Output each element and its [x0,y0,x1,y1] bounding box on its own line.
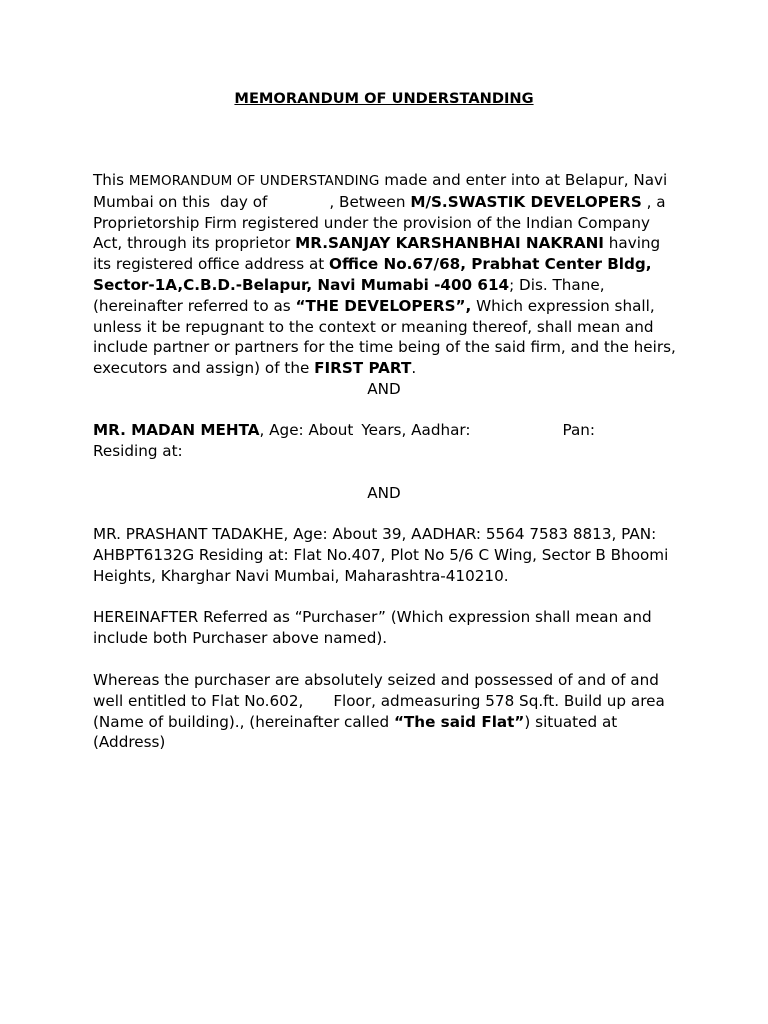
and-separator-2: AND [367,484,401,502]
text-run: Years, Aadhar: [361,421,471,439]
paragraph-whereas [93,670,683,753]
and-separator-1: AND [367,380,401,398]
text-run: having its registered office address at [93,234,661,274]
said-flat-term: “The said Flat” [393,712,525,731]
text-run: This [93,171,129,189]
text-run: ) situated at (Address) [93,712,618,752]
first-part: FIRST PART [314,359,412,378]
party-name: MR. MADAN MEHTA [93,421,260,439]
office-address: Office No.67/68, Prabhat Center Bldg, Sector-1A,C.B.D.-Belapur, Navi Mumabi -400 614 [93,255,652,294]
text-run: ; Dis. Thane, (hereinafter referred to as [93,275,605,315]
developers-term: “THE DEVELOPERS”, [295,296,472,315]
paragraph-developers [93,170,683,379]
text-run: made and enter into at Belapur, Navi Mumbai on this [93,171,668,211]
text-run: , Between [329,192,411,211]
paragraph-madan-mehta [93,420,683,462]
proprietor-name: MR.SANJAY KARSHANBHAI NAKRANI [295,234,604,253]
text-run: day of [219,192,268,211]
text-run: Which expression shall, unless it be repugnant to the context or meaning thereof, shall mean and include partner or partners for the time being of the said firm, and the heirs, executors and assign) of the [93,296,676,378]
text-run: , a Proprietorship Firm registered under the provision of the Indian Company Act, through its proprietor [93,192,666,253]
text-run: Pan: [562,421,596,439]
text-run: Whereas the purchaser are absolutely seized and possessed of and of and well entitled to Flat No.602, [93,671,659,710]
text-run: Floor, admeasuring 578 Sq.ft. Build up area (Name of building)., (hereinafter called [93,691,665,731]
document-title: MEMORANDUM OF UNDERSTANDING [234,90,534,107]
text-run-smallcaps: MEMORANDUM OF UNDERSTANDING [128,173,380,189]
paragraph-hereinafter: HEREINAFTER Referred as “Purchaser” (Which expression shall mean and include both Purchaser above named). [93,608,652,647]
paragraph-prashant-tadakhe: MR. PRASHANT TADAKHE, Age: About 39, AADHAR: 5564 7583 8813, PAN: AHBPT6132G Residing at: Flat No.407, Plot No 5/6 C Wing, Sector B Bhoomi Heights, Kharghar Navi Mumbai, Maharashtra-410210. [93,525,669,585]
developer-name: M/S.SWASTIK DEVELOPERS [410,192,642,211]
text-run: Residing at: [93,441,183,460]
text-run: , Age: About [259,421,354,439]
text-run: . [411,359,417,378]
